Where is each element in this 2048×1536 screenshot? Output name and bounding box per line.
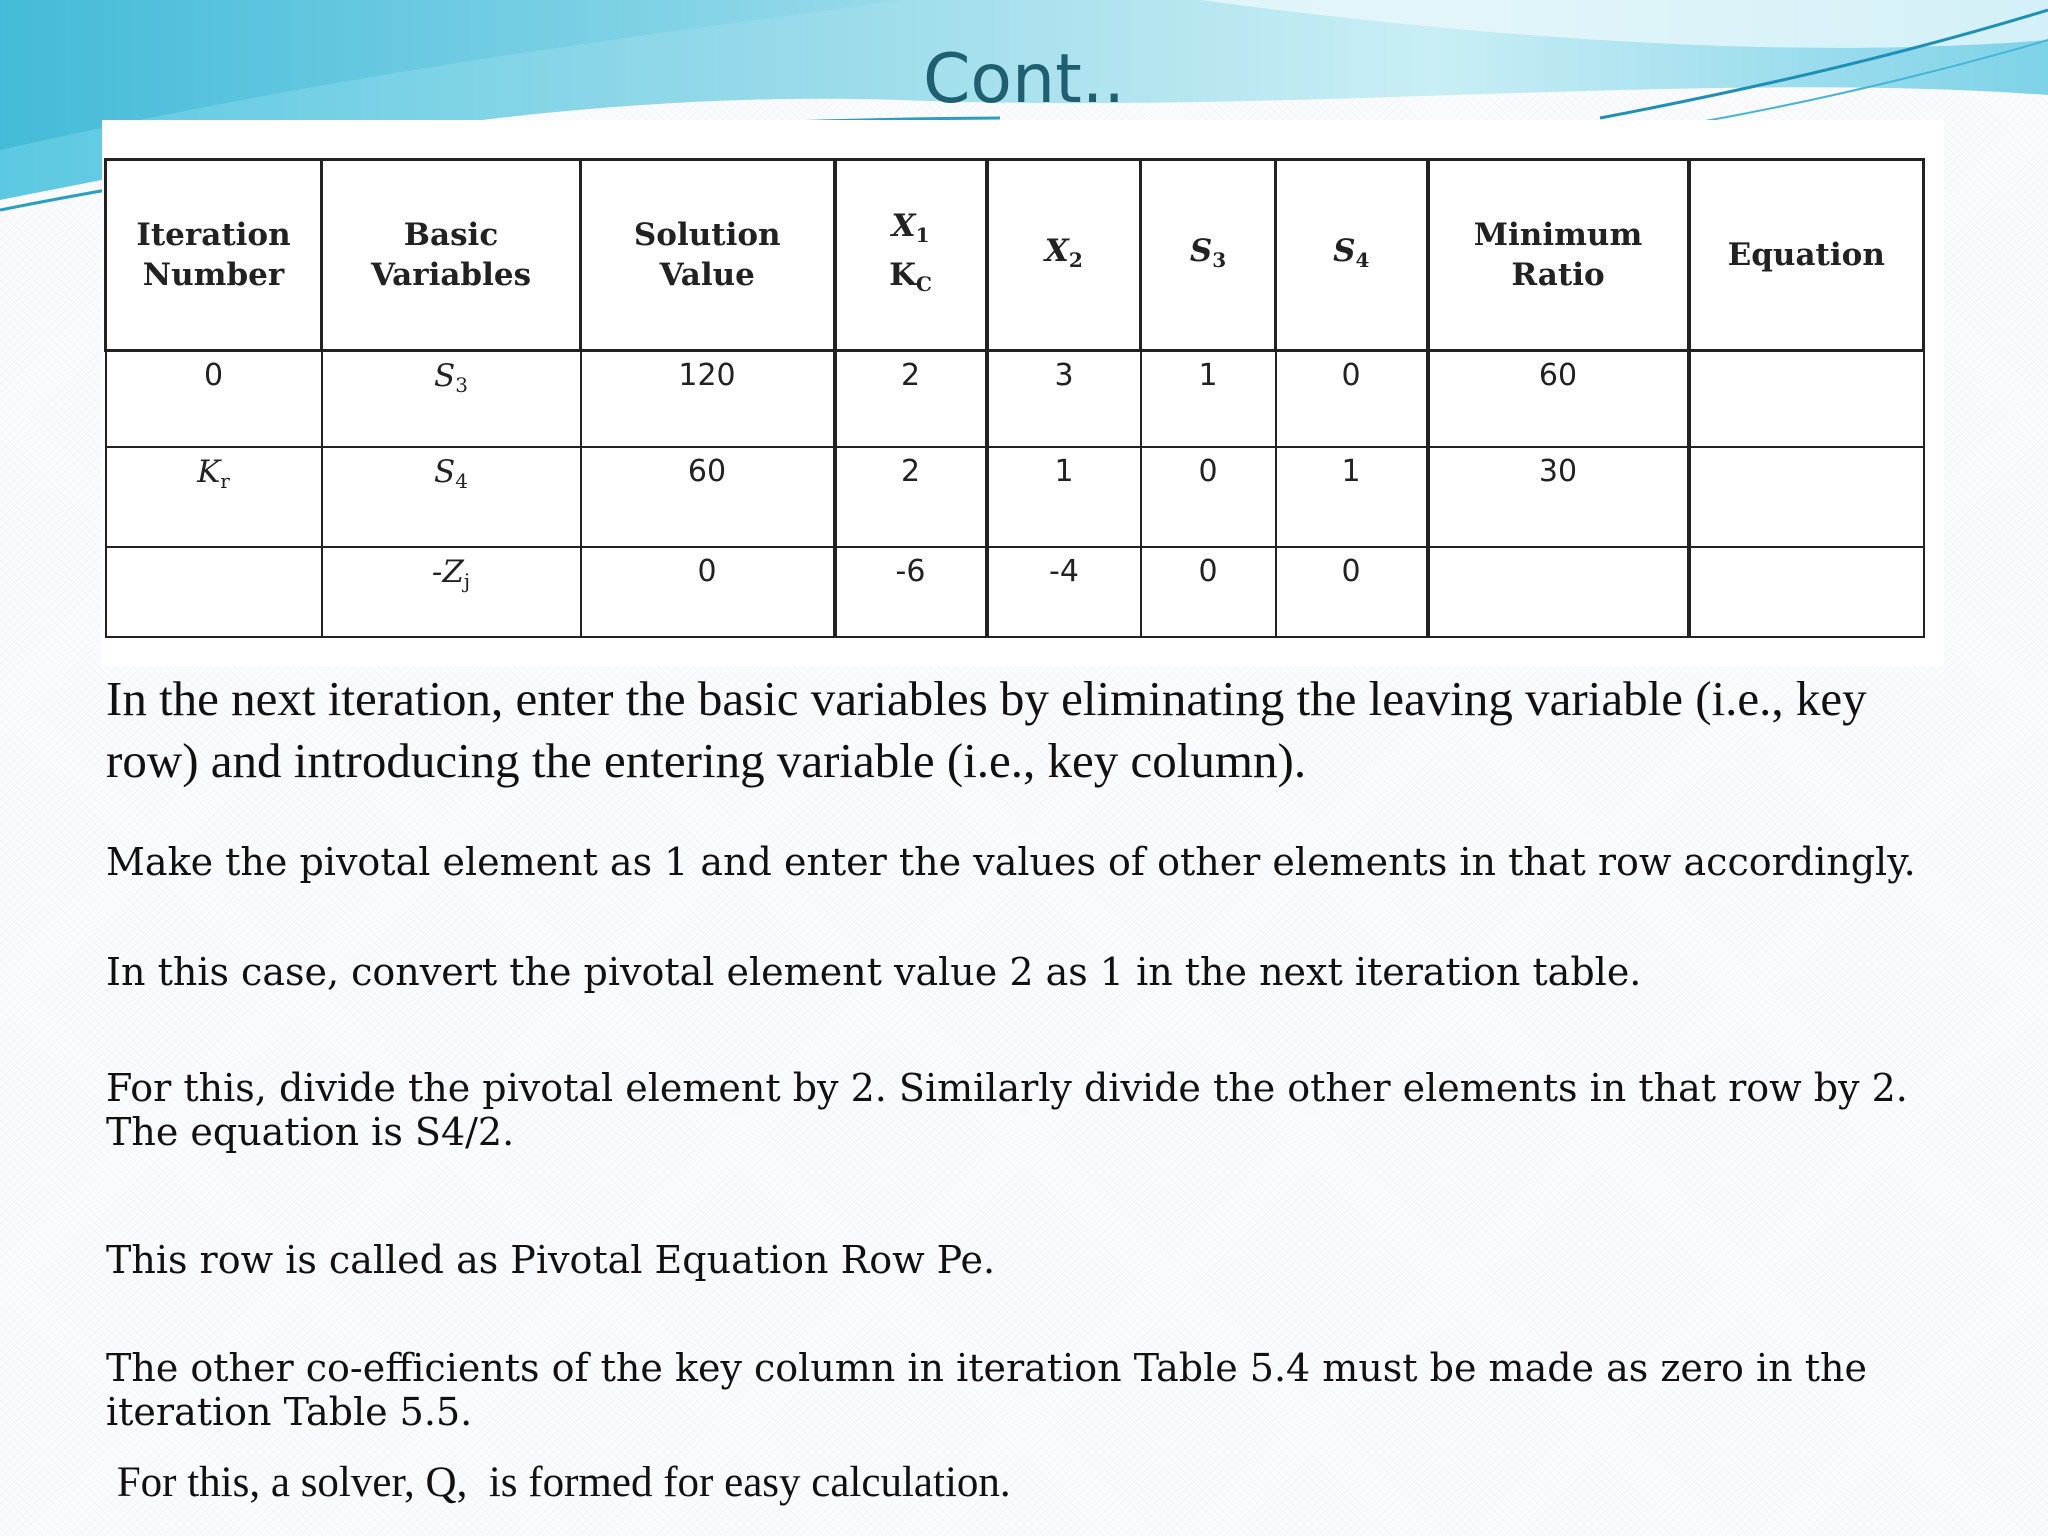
cell-s3: 1 (1141, 351, 1276, 448)
cell-solution-value: 0 (581, 547, 835, 637)
header-x1-key-column (835, 160, 987, 351)
cell-basic-variable: $-Z_j$ (322, 547, 581, 637)
cell-iteration (106, 547, 322, 637)
kc-symbol: $K_C$ (889, 257, 932, 296)
cell-solution-value: 120 (581, 351, 835, 448)
cell-equation (1689, 447, 1924, 547)
cell-minimum-ratio: 60 (1428, 351, 1689, 448)
x1-symbol: $X_1$ (891, 208, 930, 247)
cell-equation (1689, 547, 1924, 637)
table-row (106, 547, 1924, 637)
cell-minimum-ratio (1428, 547, 1689, 637)
paragraph-convert-pivot: In this case, convert the pivotal element value 2 as 1 in the next iteration table. (106, 950, 1642, 994)
slide-title: Cont.. (922, 40, 1126, 119)
cell-x1-pivot: 2 (835, 447, 987, 547)
header-iteration-number: Iteration Number (106, 160, 322, 351)
header-equation: Equation (1689, 160, 1924, 351)
header-minimum-ratio: Minimum Ratio (1428, 160, 1689, 351)
table-panel (102, 120, 1944, 666)
paragraph-key-column-zero: The other co-efficients of the key column in iteration Table 5.4 must be made as zero in the iteration Table 5.5. (106, 1346, 1867, 1434)
table-header-row (106, 160, 1924, 351)
paragraph-pivotal-row: This row is called as Pivotal Equation Row Pe. (106, 1238, 996, 1282)
cell-x1: 2 (835, 351, 987, 448)
table-row (106, 447, 1924, 547)
cell-basic-variable: $S_4$ (322, 447, 581, 547)
paragraph-next-iteration: In the next iteration, enter the basic variables by eliminating the leaving variable (i.e., key row) and introducing the entering variable (i.e., key column). (106, 671, 1867, 788)
cell-basic-variable: $S_3$ (322, 351, 581, 448)
header-s3: $S_3$ (1141, 160, 1276, 351)
header-solution-value: Solution Value (581, 160, 835, 351)
cell-minimum-ratio: 30 (1428, 447, 1689, 547)
paragraph-solver: For this, a solver, Q, is formed for easy calculation. (106, 1459, 1011, 1506)
cell-x2: -4 (987, 547, 1141, 637)
cell-s3: 0 (1141, 447, 1276, 547)
header-s4: $S_4$ (1276, 160, 1428, 351)
cell-solution-value: 60 (581, 447, 835, 547)
cell-iteration: 0 (106, 351, 322, 448)
cell-x1: -6 (835, 547, 987, 637)
header-x2: $X_2$ (987, 160, 1141, 351)
paragraph-pivotal-element: Make the pivotal element as 1 and enter the values of other elements in that row accordingly. (106, 840, 1916, 884)
cell-s4: 1 (1276, 447, 1428, 547)
paragraph-divide-pivot: For this, divide the pivotal element by 2. Similarly divide the other elements in that row by 2. The equation is S4/2. (106, 1066, 1908, 1154)
header-basic-variables: Basic Variables (322, 160, 581, 351)
cell-s3: 0 (1141, 547, 1276, 637)
cell-s4: 0 (1276, 547, 1428, 637)
cell-x2: 1 (987, 447, 1141, 547)
table-row (106, 351, 1924, 448)
cell-equation (1689, 351, 1924, 448)
simplex-iteration-table (104, 158, 1925, 638)
cell-iteration: $K_r$ (106, 447, 322, 547)
cell-x2: 3 (987, 351, 1141, 448)
cell-s4: 0 (1276, 351, 1428, 448)
